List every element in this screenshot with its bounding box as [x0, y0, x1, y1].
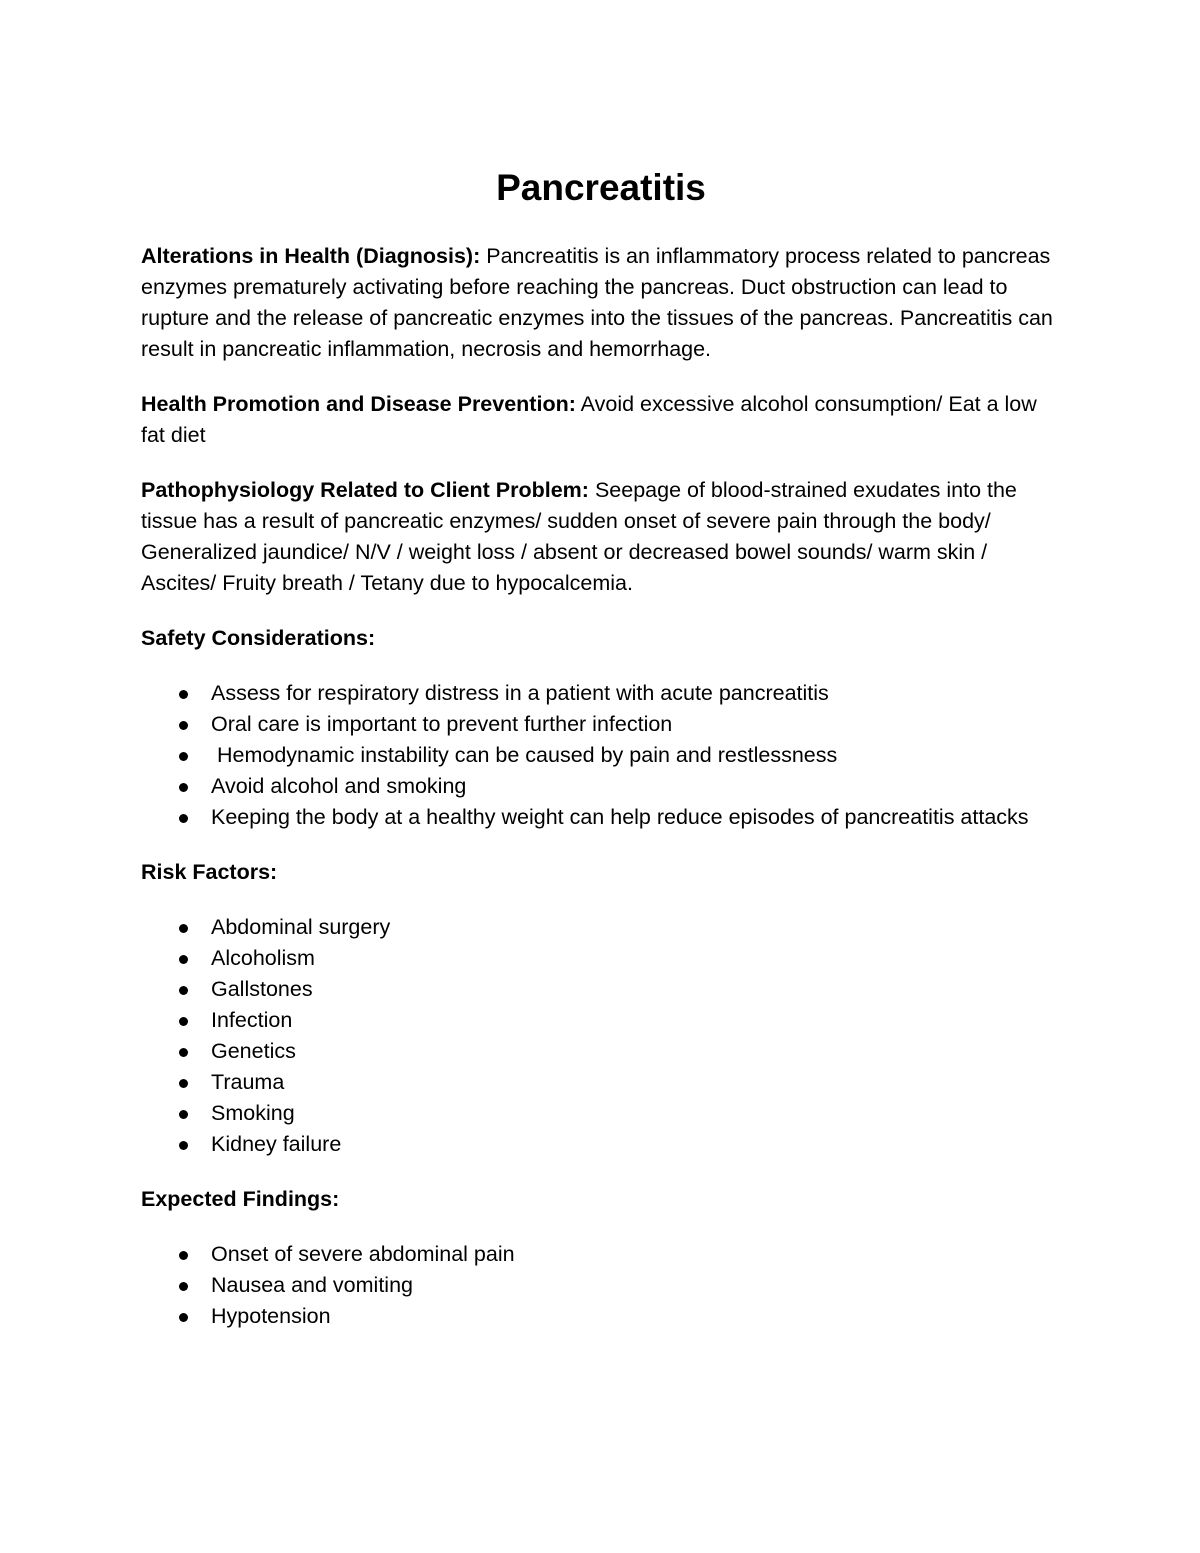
alterations-text: Pancreatitis is an inflammatory process related to pancreas enzymes prematurely activating before reaching the pancreas. Duct obstruction can lead to rupture and the release of pancreatic enzymes into the tissues of the pancreas. Pancreatitis can result in pancreatic inflammation, necrosis and hemorrhage.	[141, 244, 1053, 361]
expected-findings-list	[141, 1239, 1061, 1332]
list-item: Genetics	[141, 1036, 1061, 1067]
pathophysiology-paragraph	[141, 475, 1061, 599]
list-item: Avoid alcohol and smoking	[141, 771, 1061, 802]
list-item: Gallstones	[141, 974, 1061, 1005]
bullet-icon	[179, 986, 188, 995]
list-item: Oral care is important to prevent further infection	[141, 709, 1061, 740]
list-item: Keeping the body at a healthy weight can help reduce episodes of pancreatitis attacks	[141, 802, 1061, 833]
bullet-icon	[179, 721, 188, 730]
list-item: Onset of severe abdominal pain	[141, 1239, 1061, 1270]
list-item: Nausea and vomiting	[141, 1270, 1061, 1301]
list-item: Abdominal surgery	[141, 912, 1061, 943]
document-page	[141, 165, 1061, 1356]
safety-list	[141, 678, 1061, 833]
health-promotion-label: Health Promotion and Disease Prevention:	[141, 392, 576, 416]
bullet-icon	[179, 690, 188, 699]
list-item: Infection	[141, 1005, 1061, 1036]
risk-factors-list	[141, 912, 1061, 1160]
bullet-icon	[179, 1017, 188, 1026]
bullet-icon	[179, 924, 188, 933]
risk-factors-heading: Risk Factors:	[141, 860, 278, 884]
bullet-icon	[179, 1141, 188, 1150]
list-item: Smoking	[141, 1098, 1061, 1129]
health-promotion-paragraph	[141, 389, 1061, 451]
bullet-icon	[179, 1110, 188, 1119]
list-item: Kidney failure	[141, 1129, 1061, 1160]
expected-findings-heading: Expected Findings:	[141, 1187, 340, 1211]
pathophysiology-label: Pathophysiology Related to Client Problem:	[141, 478, 589, 502]
bullet-icon	[179, 1048, 188, 1057]
bullet-icon	[179, 1251, 188, 1260]
bullet-icon	[179, 814, 188, 823]
document-title: Pancreatitis	[496, 167, 706, 208]
bullet-icon	[179, 1282, 188, 1291]
list-item: Alcoholism	[141, 943, 1061, 974]
pathophysiology-text: Seepage of blood-strained exudates into the tissue has a result of pancreatic enzymes/ sudden onset of severe pain through the body/ Generalized jaundice/ N/V / weight loss / absent or decreased bowel sounds/ warm skin / Ascites/ Fruity breath / Tetany due to hypocalcemia.	[141, 478, 1017, 595]
health-promotion-text: Avoid excessive alcohol consumption/ Eat a low fat diet	[141, 392, 1037, 447]
list-item: Hemodynamic instability can be caused by pain and restlessness	[141, 740, 1061, 771]
bullet-icon	[179, 955, 188, 964]
list-item: Assess for respiratory distress in a patient with acute pancreatitis	[141, 678, 1061, 709]
bullet-icon	[179, 1079, 188, 1088]
list-item: Trauma	[141, 1067, 1061, 1098]
alterations-label: Alterations in Health (Diagnosis):	[141, 244, 481, 268]
list-item: Hypotension	[141, 1301, 1061, 1332]
bullet-icon	[179, 752, 188, 761]
safety-heading: Safety Considerations:	[141, 626, 376, 650]
bullet-icon	[179, 1313, 188, 1322]
bullet-icon	[179, 783, 188, 792]
alterations-paragraph	[141, 241, 1061, 365]
